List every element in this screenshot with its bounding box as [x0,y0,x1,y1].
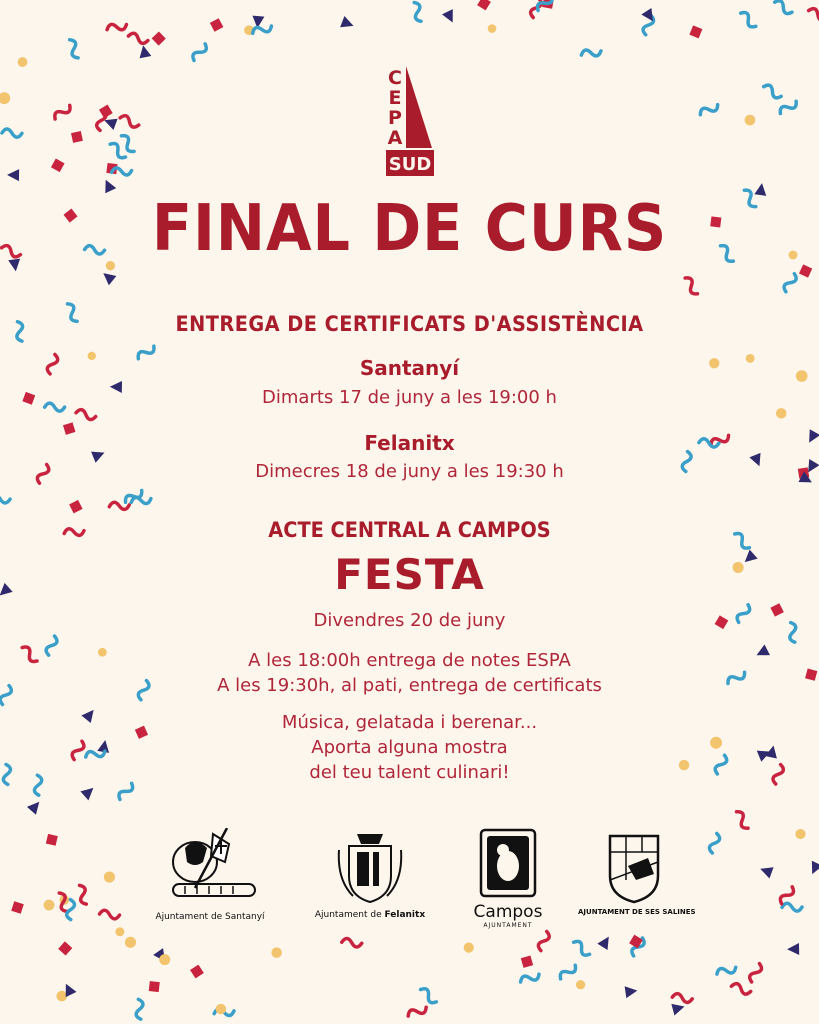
session-when-santanyi: Dimarts 17 de juny a les 19:00 h [262,387,557,408]
felanitx-prefix: Ajuntament de [314,910,385,920]
ses-salines-crest-icon [606,832,662,904]
festa-title: FESTA [334,550,485,599]
sponsor-felanitx [305,830,435,920]
logo-sub: SUD [388,154,432,175]
certificates-heading: ENTREGA DE CERTIFICATS D'ASSISTÈNCIA [175,312,644,336]
sponsor-logos [0,828,819,938]
felanitx-crest-icon [335,830,405,906]
cepa-sud-logo [384,66,436,178]
page-title: FINAL DE CURS [151,192,668,266]
logo-letter-a: A [387,127,403,149]
sponsor-campos-sub: AJUNTAMENT [483,922,533,929]
felanitx-name: Felanitx [384,910,426,920]
session-place-felanitx: Felanitx [364,431,455,455]
sponsor-ses-salines [578,832,696,916]
note-line-1: Música, gelatada i berenar... [281,712,538,733]
sponsor-campos-label: Campos [473,902,543,922]
note-line-3: del teu talent culinari! [309,762,510,783]
sponsor-campos [462,828,554,929]
schedule-line-2: A les 19:30h, al pati, entrega de certificats [217,675,602,696]
sponsor-felanitx-label [305,910,435,920]
sponsor-santanyi [135,828,285,922]
note-line-2: Aporta alguna mostra [311,737,508,758]
schedule-line-1: A les 18:00h entrega de notes ESPA [248,650,571,671]
festa-date: Divendres 20 de juny [313,610,506,631]
central-heading: ACTE CENTRAL A CAMPOS [268,518,551,542]
sponsor-santanyi-label: Ajuntament de Santanyí [155,912,265,922]
santanyi-crest-icon [155,828,265,908]
campos-crest-icon [479,828,537,898]
logo-letter-c: C [388,67,402,89]
session-place-santanyi: Santanyí [359,356,460,380]
logo-letter-p: P [388,107,402,129]
session-when-felanitx: Dimecres 18 de juny a les 19:30 h [255,461,564,482]
logo-letter-e: E [388,87,402,109]
sponsor-ses-salines-label: AJUNTAMENT DE SES SALINES [578,908,696,916]
